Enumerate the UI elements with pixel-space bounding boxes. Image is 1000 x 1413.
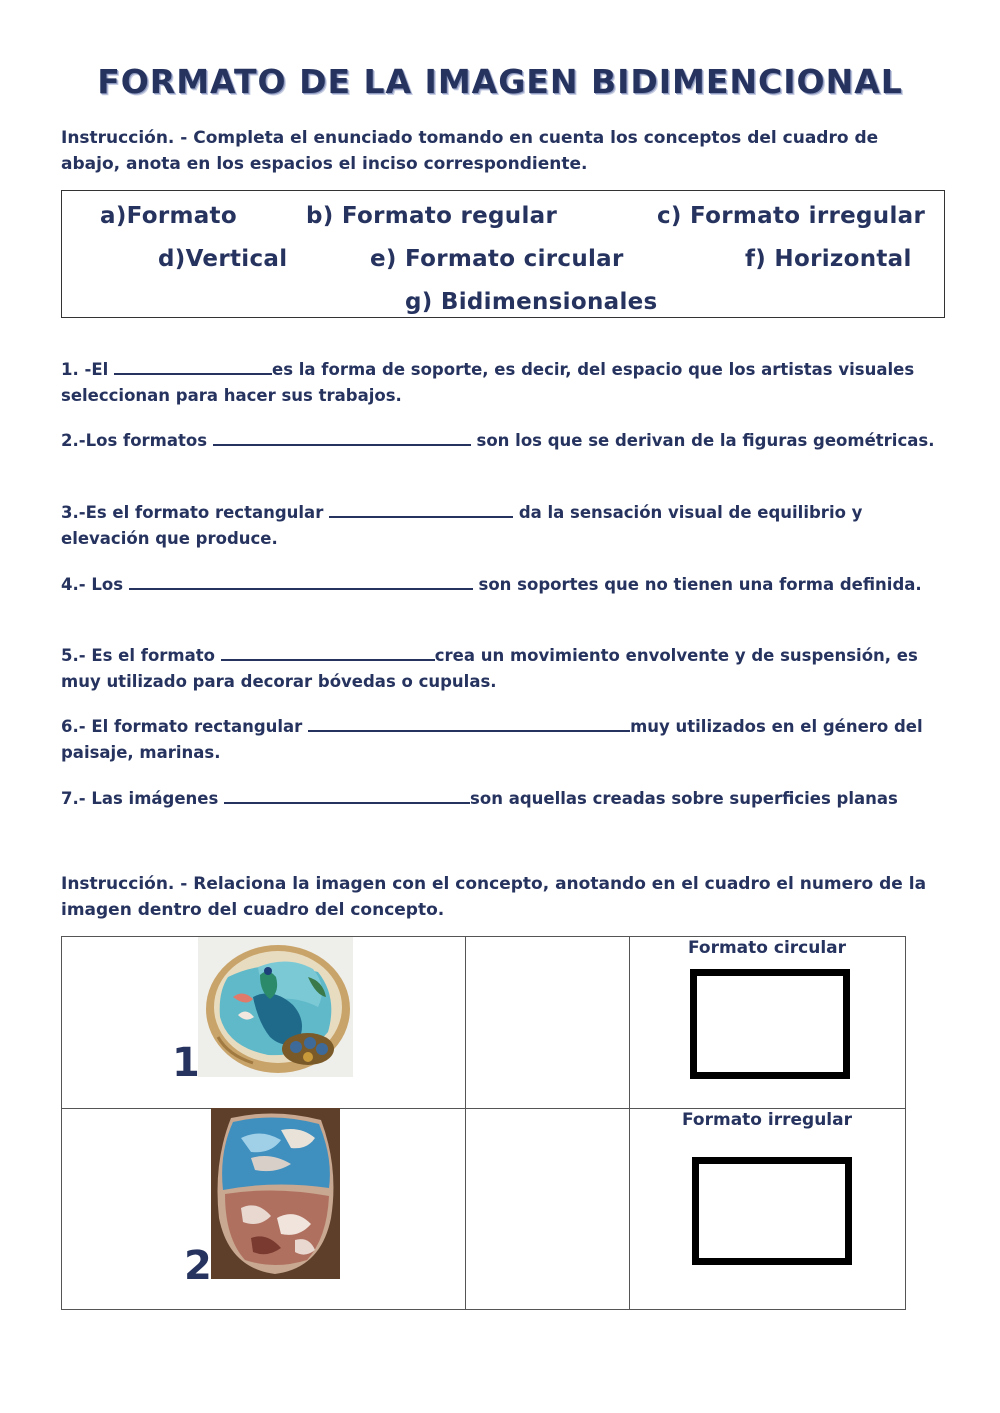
irregular-mural-photo	[211, 1108, 340, 1279]
question-2: 2.-Los formatos son los que se derivan de la figuras geométricas.	[61, 428, 941, 454]
option-e: e) Formato circular	[370, 246, 624, 272]
concept-label-circular: Formato circular	[687, 938, 847, 958]
option-a: a)Formato	[100, 203, 237, 229]
option-f: f) Horizontal	[745, 246, 912, 272]
answer-blank-5[interactable]	[221, 643, 435, 661]
answer-blank-7[interactable]	[224, 786, 470, 804]
options-box	[61, 190, 945, 318]
answer-blank-4[interactable]	[129, 572, 473, 590]
option-b: b) Formato regular	[306, 203, 558, 229]
table-divider	[62, 1108, 905, 1109]
answer-blank-2[interactable]	[213, 428, 471, 446]
question-1: 1. -El es la forma de soporte, es decir, del espacio que los artistas visuales seleccionan para hacer sus trabajos.	[61, 357, 941, 409]
answer-blank-3[interactable]	[329, 500, 513, 518]
question-7: 7.- Las imágenes son aquellas creadas sobre superficies planas	[61, 786, 941, 812]
peacock-shell-plate-image	[198, 937, 353, 1077]
option-d: d)Vertical	[158, 246, 288, 272]
table-divider	[465, 937, 466, 1309]
question-6: 6.- El formato rectangular muy utilizados en el género del paisaje, marinas.	[61, 714, 941, 766]
answer-blank-6[interactable]	[308, 714, 630, 732]
page-title: FORMATO DE LA IMAGEN BIDIMENCIONAL	[97, 62, 903, 101]
image-number-2: 2	[184, 1243, 212, 1289]
answer-box-circular[interactable]	[690, 969, 850, 1079]
option-c: c) Formato irregular	[657, 203, 926, 229]
question-5: 5.- Es el formato crea un movimiento envolvente y de suspensión, es muy utilizado para decorar bóvedas o cupulas.	[61, 643, 941, 695]
question-3: 3.-Es el formato rectangular da la sensación visual de equilibrio y elevación que produce.	[61, 500, 941, 552]
option-g: g) Bidimensionales	[405, 289, 658, 315]
instruction-2: Instrucción. - Relaciona la imagen con el concepto, anotando en el cuadro el numero de la imagen dentro del cuadro del concepto.	[61, 874, 927, 920]
answer-box-irregular[interactable]	[692, 1157, 852, 1265]
irregular-mural-image	[211, 1108, 340, 1279]
concept-label-irregular: Formato irregular	[682, 1110, 852, 1130]
answer-blank-1[interactable]	[114, 357, 272, 375]
peacock-shell-plate-photo	[198, 937, 353, 1077]
question-4: 4.- Los son soportes que no tienen una forma definida.	[61, 572, 941, 598]
image-number-1: 1	[172, 1040, 200, 1086]
instruction-1: Instrucción. - Completa el enunciado tomando en cuenta los conceptos del cuadro de abajo, anota en los espacios el inciso correspondiente.	[61, 128, 879, 174]
